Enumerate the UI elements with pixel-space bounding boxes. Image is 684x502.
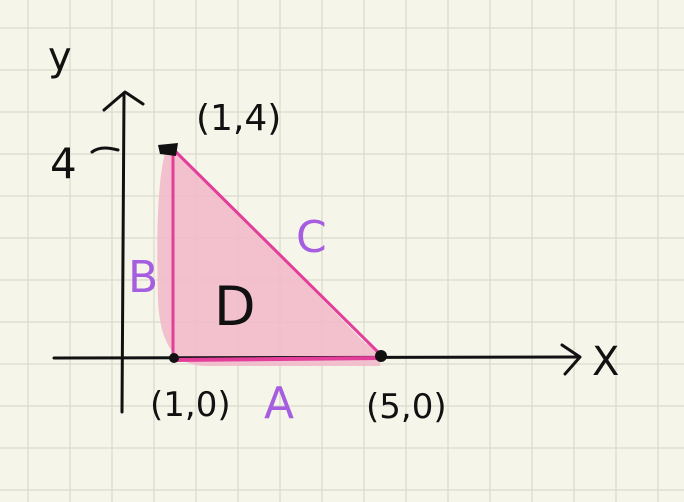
vertex-bottom-left-marker bbox=[169, 353, 179, 363]
y-axis-label: y bbox=[48, 34, 72, 80]
side-label-a: A bbox=[264, 378, 295, 429]
x-axis-label: X bbox=[592, 339, 620, 385]
vertex-top-marker bbox=[158, 143, 178, 156]
y-tick-label: 4 bbox=[50, 139, 77, 188]
side-label-b: B bbox=[128, 252, 159, 303]
point-label-5-0: (5,0) bbox=[366, 387, 447, 427]
side-a-edge bbox=[173, 358, 381, 360]
point-label-1-0: (1,0) bbox=[150, 385, 231, 425]
region-label-d: D bbox=[214, 275, 256, 338]
side-label-c: C bbox=[296, 212, 327, 263]
point-label-top: (1,4) bbox=[196, 98, 282, 139]
vertex-bottom-right-marker bbox=[375, 350, 387, 362]
